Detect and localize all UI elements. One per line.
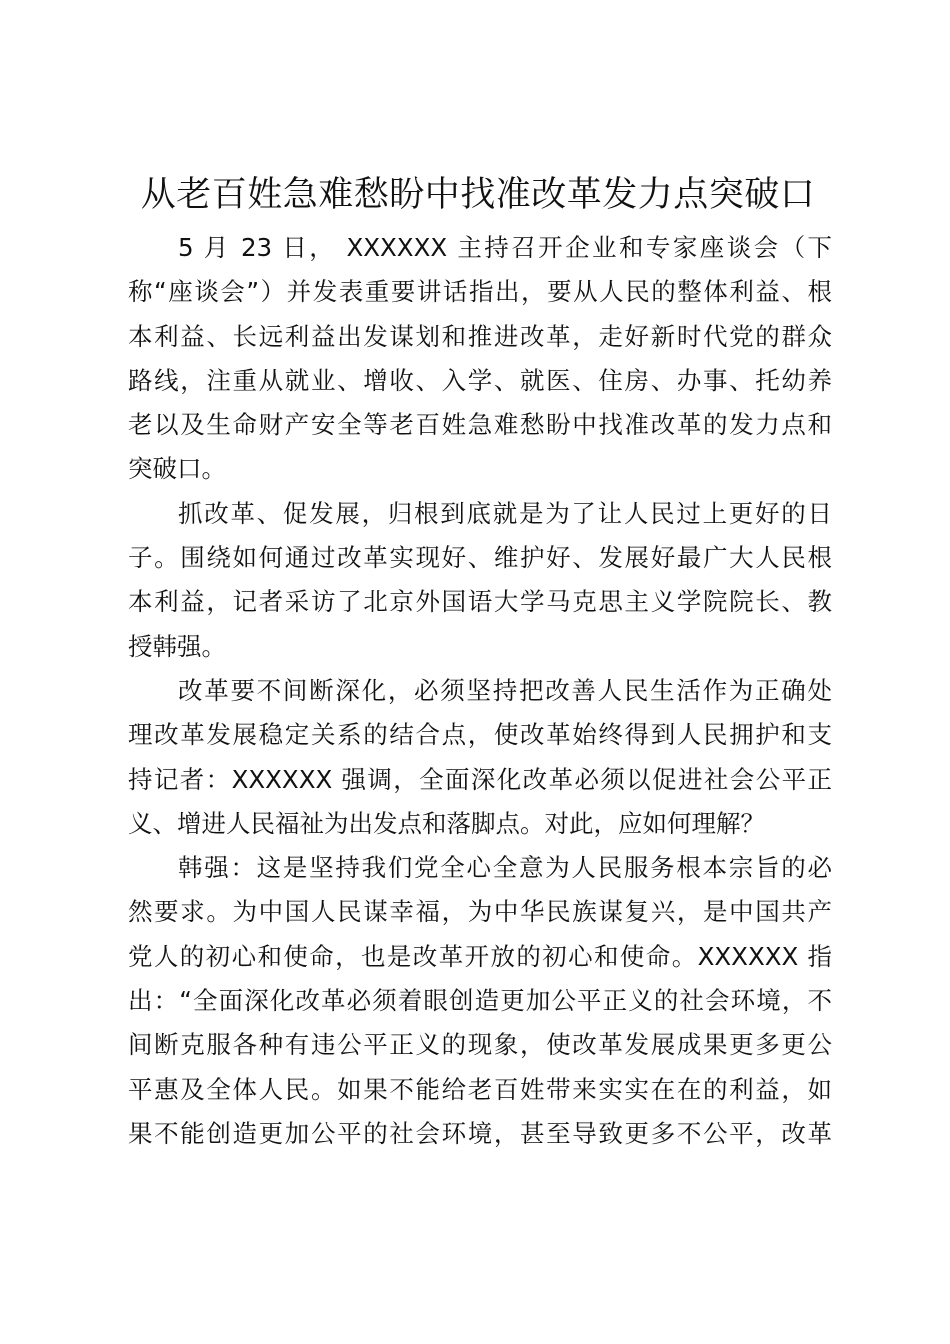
text-line: 突破口。 — [128, 454, 226, 484]
text-line: 出：“全面深化改革必须着眼创造更加公平正义的社会环境，不 — [128, 986, 832, 1016]
text-line: 称“座谈会”）并发表重要讲话指出，要从人民的整体利益、根 — [128, 277, 832, 307]
text-line: 韩强：这是坚持我们党全心全意为人民服务根本宗旨的必 — [178, 853, 832, 883]
text-line: 本利益、长远利益出发谋划和推进改革，走好新时代党的群众 — [128, 321, 832, 351]
text-line: 平惠及全体人民。如果不能给老百姓带来实实在在的利益，如 — [128, 1074, 832, 1104]
paragraph-3 — [128, 669, 832, 846]
text-line: 改革要不间断深化，必须坚持把改善人民生活作为正确处 — [178, 675, 832, 705]
text-line: 授韩强。 — [128, 631, 226, 661]
paragraph-2 — [128, 492, 832, 669]
text-line: 理改革发展稳定关系的结合点，使改革始终得到人民拥护和支 — [128, 720, 832, 750]
text-line: 老以及生命财产安全等老百姓急难愁盼中找准改革的发力点和 — [128, 410, 832, 440]
text-line: 5 月 23 日， XXXXXX 主持召开企业和专家座谈会（下 — [178, 233, 832, 262]
text-line: 路线，注重从就业、增收、入学、就医、住房、办事、托幼养 — [128, 365, 832, 395]
document-body — [128, 226, 832, 1156]
text-line: 然要求。为中国人民谋幸福，为中华民族谋复兴，是中国共产 — [128, 897, 832, 927]
text-line: 抓改革、促发展，归根到底就是为了让人民过上更好的日 — [178, 498, 832, 528]
document-title: 从老百姓急难愁盼中找准改革发力点突破口 — [140, 175, 816, 215]
text-line: 党人的初心和使命，也是改革开放的初心和使命。XXXXXX 指 — [128, 941, 832, 971]
text-line: 义、增进人民福祉为出发点和落脚点。对此，应如何理解？ — [128, 808, 765, 838]
text-line: 间断克服各种有违公平正义的现象，使改革发展成果更多更公 — [128, 1030, 832, 1060]
text-line: 果不能创造更加公平的社会环境，甚至导致更多不公平，改革 — [128, 1118, 832, 1148]
text-line: 持记者：XXXXXX 强调，全面深化改革必须以促进社会公平正 — [128, 764, 832, 794]
text-line: 子。围绕如何通过改革实现好、维护好、发展好最广大人民根 — [128, 543, 832, 573]
text-line: 本利益，记者采访了北京外国语大学马克思主义学院院长、教 — [128, 587, 832, 617]
paragraph-4 — [128, 846, 832, 1156]
paragraph-1 — [128, 226, 832, 492]
